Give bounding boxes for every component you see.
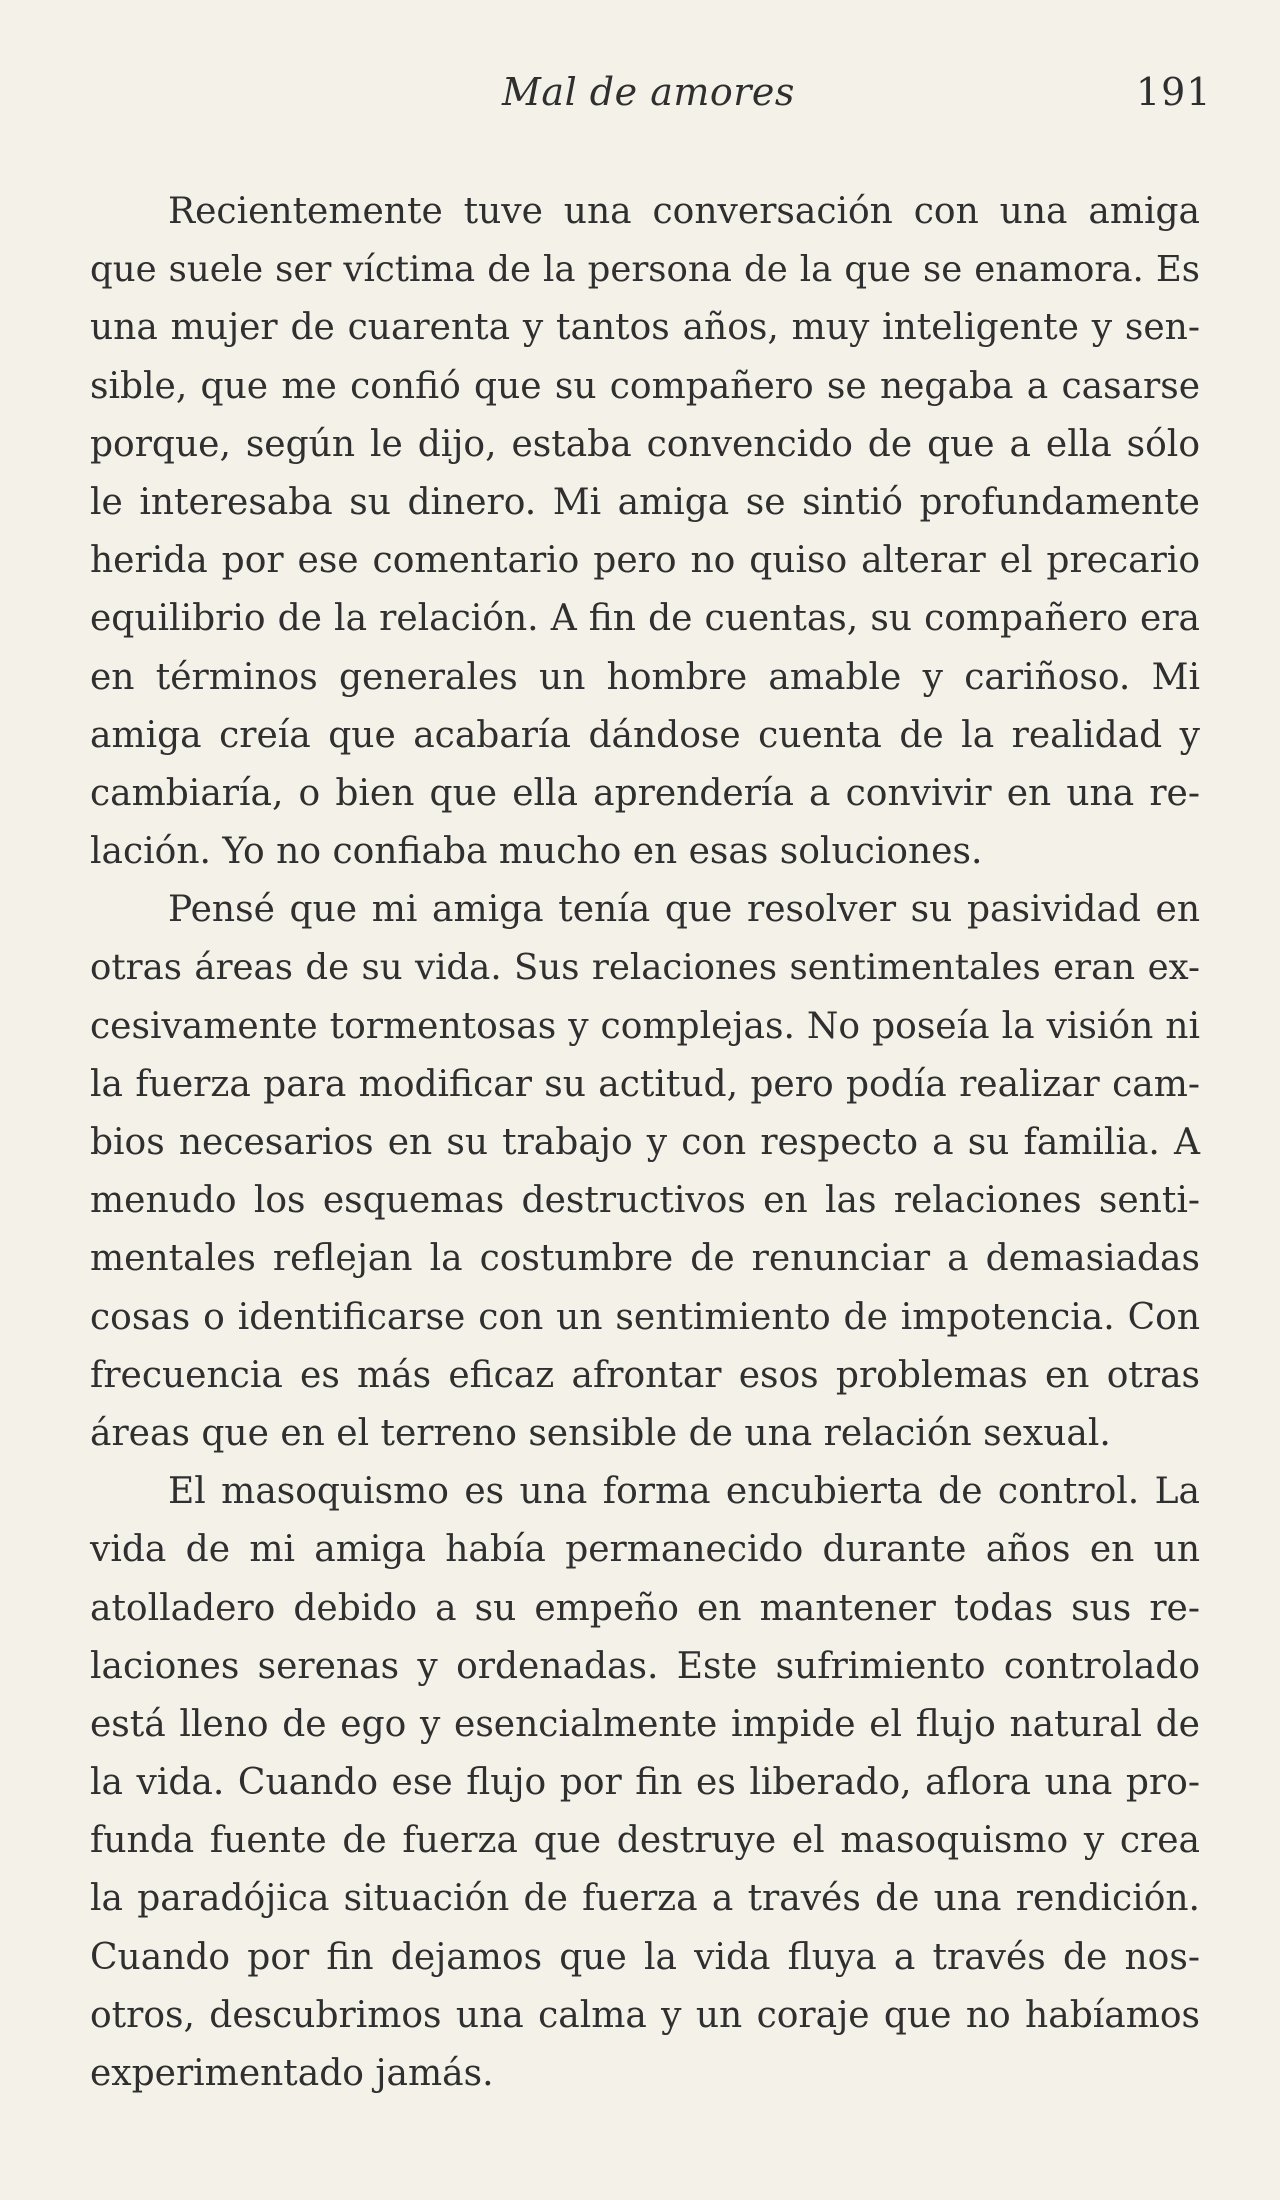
text-line: la paradójica situación de fuerza a través de una rendición. xyxy=(90,1878,1200,1920)
text-line: laciones serenas y ordenadas. Este sufrimiento controlado xyxy=(90,1645,1200,1687)
text-line: lación. Yo no confiaba mucho en esas soluciones. xyxy=(90,831,983,873)
text-line: Pensé que mi amiga tenía que resolver su pasividad en xyxy=(168,889,1200,931)
text-line: la vida. Cuando ese flujo por fin es liberado, aflora una pro- xyxy=(90,1762,1200,1804)
text-line: otras áreas de su vida. Sus relaciones sentimentales eran ex- xyxy=(90,947,1200,989)
text-line: cesivamente tormentosas y complejas. No poseía la visión ni xyxy=(90,1005,1200,1047)
text-line: experimentado jamás. xyxy=(90,2053,494,2094)
text-line: otros, descubrimos una calma y un coraje que no habíamos xyxy=(90,1994,1200,2036)
text-line: porque, según le dijo, estaba convencido de que a ella sólo xyxy=(90,423,1200,465)
paragraph xyxy=(90,881,1200,1463)
running-title: Mal de amores xyxy=(502,70,795,114)
text-line: sible, que me confió que su compañero se negaba a casarse xyxy=(90,365,1200,407)
text-line: está lleno de ego y esencialmente impide el flujo natural de xyxy=(90,1703,1200,1745)
text-line: herida por ese comentario pero no quiso alterar el precario xyxy=(90,540,1200,582)
text-line: El masoquismo es una forma encubierta de control. La xyxy=(168,1471,1200,1513)
running-head xyxy=(0,70,1280,120)
text-line: mentales reflejan la costumbre de renunciar a demasiadas xyxy=(90,1238,1200,1280)
text-line: equilibrio de la relación. A fin de cuentas, su compañero era xyxy=(90,598,1200,640)
text-line: Recientemente tuve una conversación con una amiga xyxy=(168,191,1200,232)
text-line: áreas que en el terreno sensible de una relación sexual. xyxy=(90,1412,1111,1454)
body-text xyxy=(90,183,1200,2103)
text-line: frecuencia es más eficaz afrontar esos problemas en otras xyxy=(90,1354,1200,1396)
paragraph xyxy=(90,1463,1200,2103)
paragraph xyxy=(90,183,1200,881)
text-line: en términos generales un hombre amable y cariñoso. Mi xyxy=(90,656,1200,698)
text-line: le interesaba su dinero. Mi amiga se sintió profundamente xyxy=(90,481,1200,523)
text-line: atolladero debido a su empeño en mantener todas sus re- xyxy=(90,1587,1200,1629)
text-line: amiga creía que acabaría dándose cuenta de la realidad y xyxy=(90,714,1200,756)
text-line: bios necesarios en su trabajo y con respecto a su familia. A xyxy=(90,1122,1200,1163)
text-line: una mujer de cuarenta y tantos años, muy inteligente y sen- xyxy=(90,307,1200,349)
text-line: menudo los esquemas destructivos en las relaciones senti- xyxy=(90,1180,1200,1222)
text-line: la fuerza para modificar su actitud, pero podía realizar cam- xyxy=(90,1063,1200,1105)
text-line: cambiaría, o bien que ella aprendería a convivir en una re- xyxy=(90,772,1200,814)
text-line: que suele ser víctima de la persona de la que se enamora. Es xyxy=(90,249,1200,291)
page-number: 191 xyxy=(1136,70,1212,114)
text-line: Cuando por fin dejamos que la vida fluya a través de nos- xyxy=(90,1936,1200,1978)
text-line: vida de mi amiga había permanecido durante años en un xyxy=(90,1529,1200,1571)
text-line: funda fuente de fuerza que destruye el masoquismo y crea xyxy=(90,1820,1200,1862)
text-line: cosas o identificarse con un sentimiento de impotencia. Con xyxy=(90,1296,1200,1338)
